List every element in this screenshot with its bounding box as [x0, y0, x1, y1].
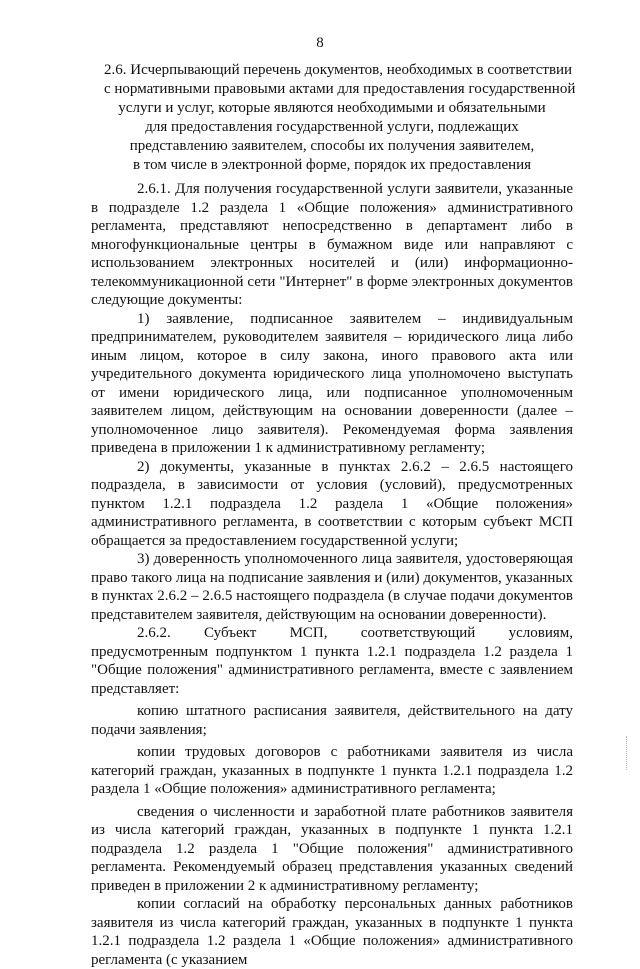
- heading-line: представлению заявителем, способы их получения заявителем,: [129, 138, 535, 154]
- paragraph-headcount-info: сведения о численности и заработной плате работников заявителя из числа категорий граждан, указанных в подпункте 1 пункта 1.2.1 подраздела 1.2 раздела 1 "Общие положения" административного регламента. Рекомендуемый образец представления указанных сведений приведен в приложении 2 к административному регламенту;: [91, 803, 573, 894]
- paragraph-staff-schedule: копию штатного расписания заявителя, действительного на дату подачи заявления;: [91, 703, 573, 738]
- paragraph-consents: копии согласий на обработку персональных данных работников заявителя из числа категорий граждан, указанных в подпункте 1 пункта 1.2.1 подраздела 1.2 раздела 1 «Общие положения» административного регламента (с указанием: [91, 896, 573, 968]
- paragraph-2-6-1: 2.6.1. Для получения государственной услуги заявители, указанные в подразделе 1.2 раздела 1 «Общие положения» административного регламента, представляют непосредственно в департамент либо в многофункциональные центры в бумажном виде или направляют с использованием электронных носителей и (или) информационно-телекоммуникационной сети "Интернет" в форме электронных документов следующие документы:: [91, 181, 573, 308]
- heading-line: для предоставления государственной услуги, подлежащих: [145, 119, 519, 135]
- heading-line: с нормативными правовыми актами для предоставления государственной: [104, 81, 576, 97]
- heading-line: 2.6. Исчерпывающий перечень документов, необходимых в соответствии: [104, 62, 573, 78]
- section-heading: [104, 61, 576, 175]
- document-body: [91, 180, 573, 969]
- scan-margin-mark: [626, 736, 630, 770]
- heading-line: услуги и услуг, которые являются необходимыми и обязательными: [118, 100, 546, 116]
- paragraph-item-3: 3) доверенность уполномоченного лица заявителя, удостоверяющая право такого лица на подписание заявления и (или) документов, указанных в пунктах 2.6.2 – 2.6.5 настоящего подраздела (в случае подачи документов представителем заявителя, действующим на основании доверенности).: [91, 551, 573, 623]
- paragraph-employment-contracts: копии трудовых договоров с работниками заявителя из числа категорий граждан, указанных в подпункте 1 пункта 1.2.1 подраздела 1.2 раздела 1 «Общие положения» административного регламента;: [91, 744, 573, 797]
- page-number: 8: [316, 35, 324, 51]
- paragraph-2-6-2: 2.6.2. Субъект МСП, соответствующий условиям, предусмотренным подпунктом 1 пункта 1.2.1 подраздела 1.2 раздела 1 "Общие положения" административного регламента, вместе с заявлением представляет:: [91, 625, 573, 697]
- paragraph-item-1: 1) заявление, подписанное заявителем – индивидуальным предпринимателем, руководителем заявителя – юридического лица либо иным лицом, которое в силу закона, иного правового акта или учредительного документа юридического лица уполномочено выступать от имени юридического лица, или подписанное уполномоченным заявителем лицом, действующим на основании доверенности (далее – уполномоченное лицо заявителя). Рекомендуемая форма заявления приведена в приложении 1 к административному регламенту;: [91, 310, 573, 456]
- paragraph-item-2: 2) документы, указанные в пунктах 2.6.2 – 2.6.5 настоящего подраздела, в зависимости от условия (условий), предусмотренных пунктом 1.2.1 подраздела 1.2 раздела 1 «Общие положения» административного регламента, в соответствии с которым субъект МСП обращается за предоставлением государственной услуги;: [91, 458, 573, 549]
- heading-line: в том числе в электронной форме, порядок их предоставления: [132, 157, 532, 173]
